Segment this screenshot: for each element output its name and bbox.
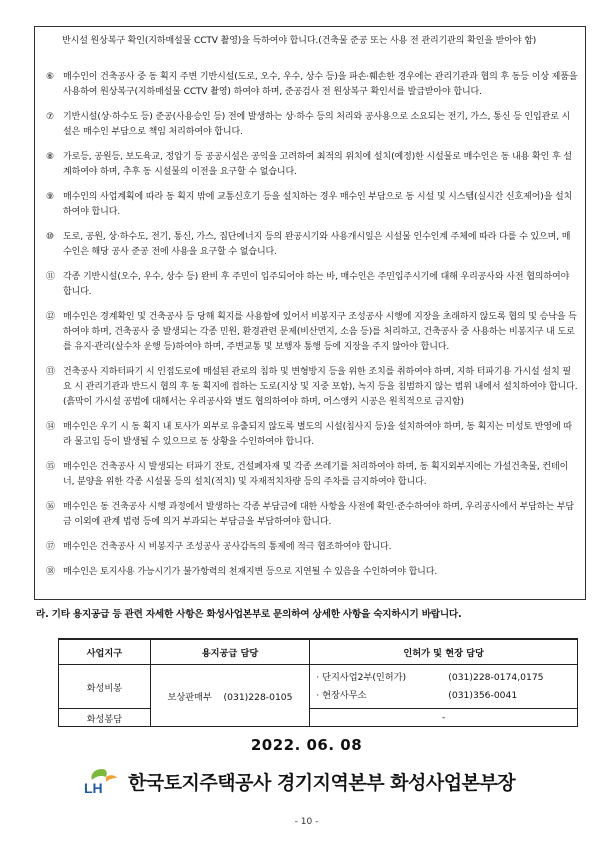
page-number: - 10 - bbox=[294, 817, 319, 827]
notice-text: 라. 기타 용지공급 등 관련 자세한 사항은 화성사업본부로 문의하여 상세한 사항을 숙지하시기 바랍니다. bbox=[36, 609, 462, 620]
item-number: ⑯ bbox=[46, 502, 55, 512]
item-text: 가로등, 공원등, 보도육교, 정압기 등 공공시설은 공익을 고려하여 최적의 위치에 설치(예정)한 시설물로 매수인은 동 내용 확인 후 설계하여야 하며, 추후 동 시설물의 이전을 요구할 수 없습니다. bbox=[63, 152, 572, 177]
item-number: ⑦ bbox=[46, 112, 54, 122]
contact2-label: · 현장사무소 bbox=[316, 689, 367, 701]
item-number: ⑬ bbox=[46, 367, 55, 377]
list-item bbox=[46, 310, 578, 355]
supply-dept: 보상판매부 bbox=[167, 691, 212, 703]
district-cell: 화성비봉 bbox=[59, 665, 151, 709]
list-item bbox=[46, 190, 578, 220]
list-item bbox=[46, 110, 578, 140]
header-supply: 용지공급 담당 bbox=[150, 639, 310, 665]
item-text: 매수인은 동 건축공사 시행 과정에서 발생하는 각종 부담금에 대한 사항을 사전에 확인·준수하여야 하며, 우리공사에서 부담하는 부담금 이외에 관계 법령 등에 의거 부과되는 부담금을 부담하여야 합니다. bbox=[63, 502, 575, 527]
item-number: ⑩ bbox=[46, 232, 54, 242]
header-district: 사업지구 bbox=[59, 639, 151, 665]
list-item bbox=[46, 500, 578, 530]
item-text: 매수인은 경계확인 및 건축공사 등 당해 획지를 사용함에 있어서 비봉지구 조성공사 시행에 지장을 초래하지 않도록 협의 및 승낙을 득하여야 하며, 건축공사 중 발생되는 각종 민원, 환경관련 문제(비산먼지, 소음 등)를 처리하고, 건축공사 중 사용하는 비봉지구 내 도로를 유지·관리(살수차 운행 등)하여야 하며, 주변교통 및 보행자 통행 등에 지장을 주지 않아야 합니다. bbox=[63, 312, 577, 352]
header-permit: 인허가 및 현장 담당 bbox=[310, 639, 578, 665]
table-row bbox=[59, 665, 578, 709]
list-item bbox=[46, 150, 578, 180]
district-cell: 화성봉담 bbox=[59, 709, 151, 727]
item-text: 각종 기반시설(오수, 우수, 상수 등) 완비 후 주민이 입주되어야 하는 바, 매수인은 주민입주시기에 대해 우리공사와 사전 협의하여야 합니다. bbox=[63, 272, 570, 297]
list-item bbox=[46, 70, 578, 100]
item-text: 도로, 공원, 상·하수도, 전기, 통신, 가스, 집단에너지 등의 완공시기와 사용개시일은 시설물 인수인계 주체에 따라 다를 수 있으며, 매수인은 해당 공사 준공 전에 사용을 요구할 수 없습니다. bbox=[63, 232, 571, 257]
contact1-phone: (031)228-0174,0175 bbox=[448, 671, 544, 683]
supply-cell bbox=[150, 665, 310, 727]
item-number: ⑭ bbox=[46, 422, 55, 432]
item-text: 매수인은 건축공사 시 발생되는 터파기 잔토, 건설폐자재 및 각종 쓰레기를 처리하여야 하며, 동 획지외부지에는 가설건축물, 컨테이너, 분양을 위한 각종 시설물 등의 설치(적치) 및 자재적치차량 등의 주차를 금지하여야 합니다. bbox=[63, 462, 569, 487]
supply-phone: (031)228-0105 bbox=[223, 691, 293, 703]
intro-paragraph: 반시설 원상복구 확인(지하매설물 CCTV 촬영)을 득하여야 합니다.(건축물 준공 또는 사용 전 관리기관의 확인을 받아야 함) bbox=[62, 36, 537, 46]
organization-name: 한국토지주택공사 경기지역본부 화성사업본부장 bbox=[128, 771, 516, 794]
list-item bbox=[46, 460, 578, 490]
contact-table bbox=[58, 638, 578, 727]
lh-logo-icon bbox=[80, 766, 124, 796]
list-item bbox=[46, 565, 578, 580]
list-item bbox=[46, 420, 578, 450]
list-item bbox=[46, 365, 578, 410]
item-number: ⑱ bbox=[46, 567, 55, 577]
lh-logo-text: LH bbox=[84, 780, 103, 796]
signature-block bbox=[80, 764, 580, 798]
list-item bbox=[46, 270, 578, 300]
item-list bbox=[46, 70, 578, 590]
item-text: 기반시설(상·하수도 등) 준공(사용승인 등) 전에 발생하는 상·하수 등의 처리와 공사용으로 소요되는 전기, 가스, 통신 등 인입관로 시설은 매수인 부담으로 책임 처리하여야 합니다. bbox=[63, 112, 571, 137]
item-number: ⑪ bbox=[46, 272, 55, 282]
lh-logo bbox=[80, 766, 124, 796]
item-text: 매수인은 토지사용 가능시기가 불가항력의 천재지변 등으로 지연될 수 있음을 수인하여야 합니다. bbox=[63, 567, 438, 577]
list-item bbox=[46, 540, 578, 555]
item-text: 매수인이 건축공사 중 동 획지 주변 기반시설(도로, 오수, 우수, 상수 등)을 파손·훼손한 경우에는 관리기관과 협의 후 동등 이상 제품을 사용하여 원상복구(지하매설물 CCTV 촬영) 하여야 하며, 준공검사 전 원상복구 확인서를 발급받아야 합니다. bbox=[63, 72, 578, 97]
table-header-row bbox=[59, 639, 578, 665]
item-number: ⑫ bbox=[46, 312, 55, 322]
item-text: 매수인은 우기 시 동 획지 내 토사가 외부로 유출되지 않도록 별도의 시설(침사지 등)을 설치하여야 하며, 동 획지는 미성토 반영에 따라 물고임 등이 발생될 수 있으므로 동 상황을 수인하여야 합니다. bbox=[63, 422, 572, 447]
item-number: ⑰ bbox=[46, 542, 55, 552]
item-text: 매수인은 건축공사 시 비봉지구 조성공사 공사감독의 통제에 적극 협조하여야 합니다. bbox=[63, 542, 392, 552]
item-number: ⑮ bbox=[46, 462, 55, 472]
item-number: ⑧ bbox=[46, 152, 54, 162]
document-date: 2022. 06. 08 bbox=[250, 736, 363, 754]
item-text: 매수인의 사업계획에 따라 동 획지 밖에 교통신호기 등을 설치하는 경우 매수인 부담으로 동 시설 및 시스템(실시간 신호제어)을 설치하여야 합니다. bbox=[63, 192, 573, 217]
list-item bbox=[46, 230, 578, 260]
contact1-label: · 단지사업2부(인허가) bbox=[316, 671, 407, 683]
item-text: 건축공사 지하터파기 시 인접도로에 매설된 관로의 침하 및 변형방지 등을 위한 조치를 취하여야 하며, 지하 터파기용 가시설 설치 필요 시 관리기관과 반드시 협의 후 동 획지에 접하는 도로(지상 및 지중 포함), 녹지 등을 침범하지 않는 범위 내에서 설치하여야 합니다.(흙막이 가시설 공법에 대해서는 우리공사와 별도 협의하여야 하며, 어스앵커 시공은 원칙적으로 금지함) bbox=[63, 367, 578, 407]
item-number: ⑨ bbox=[46, 192, 54, 202]
contact2-phone: (031)356-0041 bbox=[448, 689, 518, 701]
item-number: ⑥ bbox=[46, 72, 54, 82]
table-row bbox=[59, 709, 578, 727]
permit-cell bbox=[310, 665, 578, 709]
permit-cell-empty: - bbox=[310, 709, 578, 727]
